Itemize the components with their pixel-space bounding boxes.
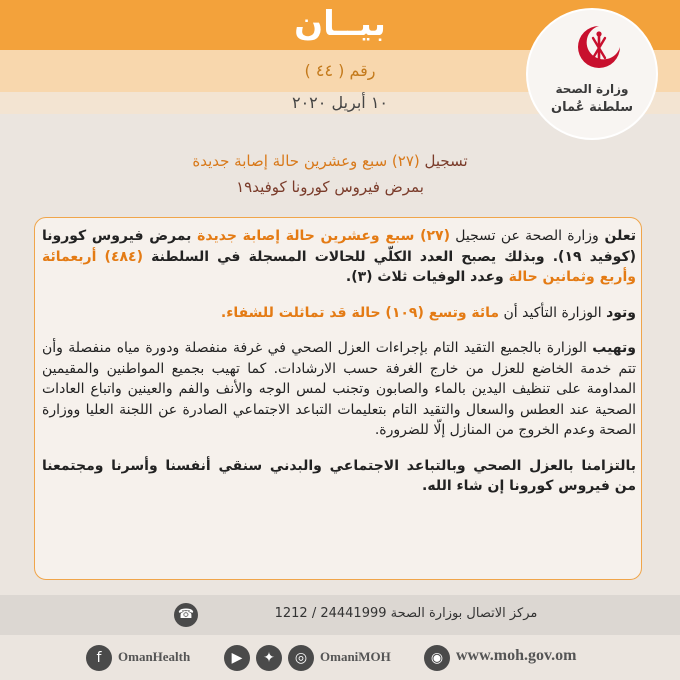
p3-lead: وتهيب	[592, 340, 636, 356]
paragraph-closing: بالتزامنا بالعزل الصحي وبالتباعد الاجتماعي والبدني سنقي أنفسنا وأسرنا ومجتمعنا من فيروس كورونا إن شاء الله.	[42, 457, 636, 494]
p2-lead: وتود	[606, 304, 636, 321]
website-link[interactable]: www.moh.gov.om	[456, 647, 577, 664]
paragraph-guidance	[42, 338, 636, 441]
p1-deaths: وعدد الوفيات ثلاث (٣).	[345, 269, 509, 285]
facebook-icon[interactable]: f	[86, 645, 112, 671]
facebook-handle[interactable]: OmanHealth	[118, 649, 191, 664]
statement-body	[42, 226, 636, 512]
headline-prefix: تسجيل	[419, 152, 468, 170]
instagram-icon[interactable]: ◎	[288, 645, 314, 671]
social-handle[interactable]: OmaniMOH	[320, 649, 391, 664]
crescent-emblem-icon	[574, 22, 624, 72]
logo-ministry-name: وزارة الصحة	[555, 82, 629, 96]
paragraph-recoveries	[42, 303, 636, 324]
phone-icon[interactable]: ☎	[174, 603, 198, 627]
p3-text: الوزارة بالجميع التقيد التام بإجراءات العزل الصحي في غرفة منفصلة ودورة مياه منفصلة وأن تتم خدمة الخاضع للعزل من خارج الغرفة حسب الارشادات. كما تهيب بجميع المواطنين والمقيمين المداومة على تنظيف اليدين بالماء والصابون وتجنب لمس الوجه والأنف والفم والعينين واتباع العادات الصحية عند العطس والسعال والتقيد التام بتعليمات التباعد الاجتماعي الصادرة عن اللجنة العليا ووزارة الصحة وعدم الخروج من المنازل إلّا للضرورة.	[42, 340, 636, 438]
p1-total-cases: (٤٨٤) أربعمائة وأربع وثمانين حالة	[42, 248, 636, 285]
statement-number: رقم ( ٤٤ )	[304, 61, 376, 80]
headline-line-1	[140, 148, 520, 174]
p1-new-cases: (٢٧) سبع وعشرين حالة إصابة جديدة	[197, 228, 450, 244]
p2-text: الوزارة التأكيد أن	[499, 304, 607, 321]
twitter-icon[interactable]: ✦	[256, 645, 282, 671]
youtube-icon[interactable]: ▶	[224, 645, 250, 671]
p1-text-2: بمرض فيروس كورونا (كوفيد ١٩). وبذلك يصبح العدد الكلّي للحالات المسجلة في السلطنة	[42, 228, 636, 265]
p1-lead: تعلن	[598, 228, 636, 244]
p2-recovered: مائة وتسع (١٠٩) حالة قد تماثلت للشفاء.	[220, 304, 500, 321]
globe-icon[interactable]: ◉	[424, 645, 450, 671]
ministry-logo	[528, 10, 656, 138]
logo-country-name: سلطنة عُمان	[550, 100, 634, 115]
call-center-text: مركز الاتصال بوزارة الصحة 24441999 / 1212	[274, 606, 538, 621]
headline-line-2: بمرض فيروس كورونا كوفيد١٩	[236, 178, 424, 196]
statement-date: ١٠ أبريل ٢٠٢٠	[291, 93, 389, 112]
headline-accent: (٢٧) سبع وعشرين حالة إصابة جديدة	[192, 152, 420, 170]
statement-headline	[140, 148, 520, 200]
statement-title: بيــان	[294, 4, 386, 44]
p1-text: وزارة الصحة عن تسجيل	[449, 228, 599, 244]
paragraph-announcement	[42, 226, 636, 288]
